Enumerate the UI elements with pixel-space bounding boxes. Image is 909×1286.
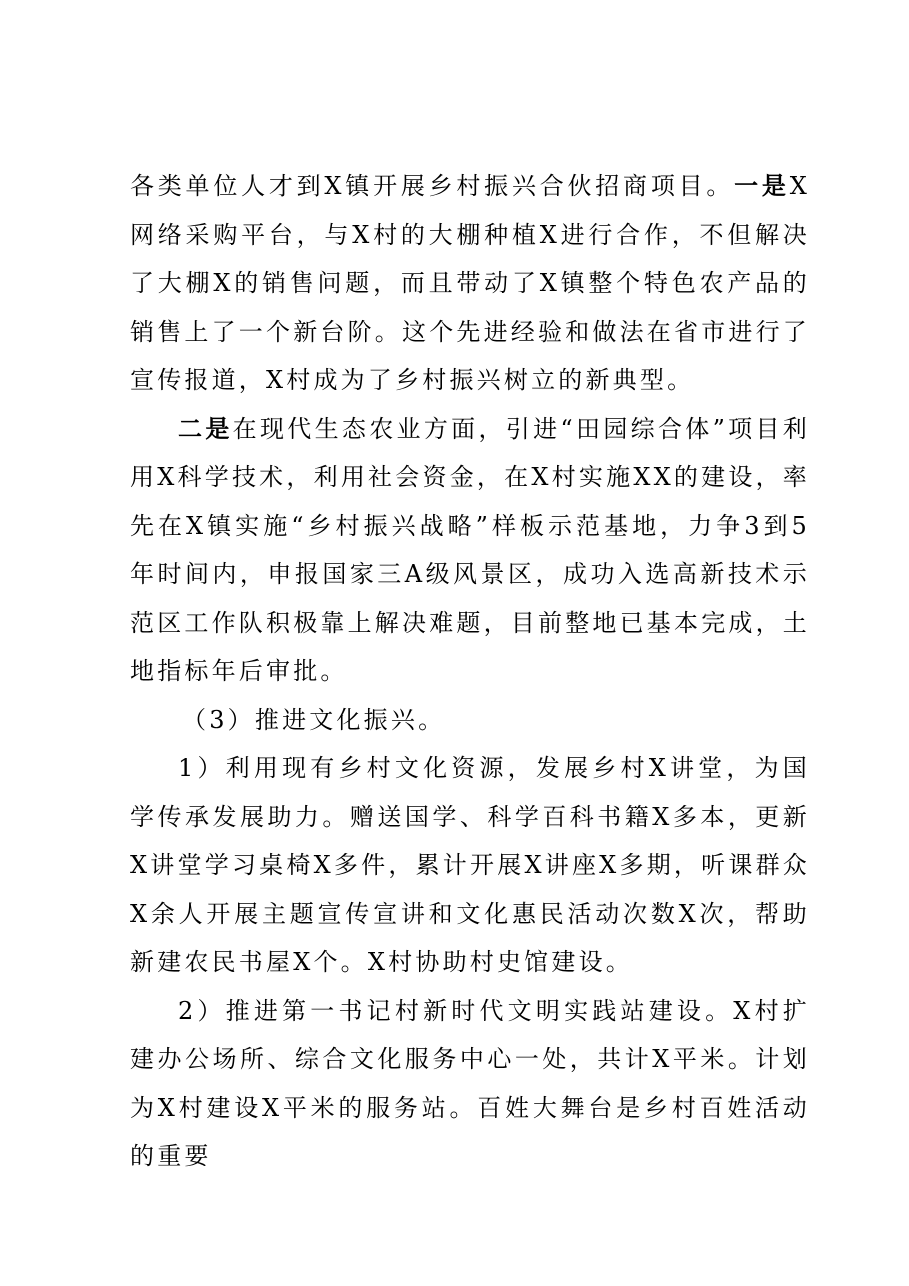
paragraph-item-2: 2）推进第一书记村新时代文明实践站建设。X村扩建办公场所、综合文化服务中心一处，共计X平米。计划为X村建设X平米的服务站。百姓大舞台是乡村百姓活动的重要 — [130, 996, 810, 1170]
paragraph-2-text: 在现代生态农业方面，引进“田园综合体”项目利用X科学技术，利用社会资金，在X村实施XX的建设，率先在X镇实施“乡村振兴战略”样板示范基地，力争3到5年时间内，申报国家三A级风景区，成功入选高新技术示范区工作队积极靠上解决难题，目前整地已基本完成，土地指标年后审批。 — [130, 414, 811, 685]
paragraph-2-bold-lead: 二是 — [178, 413, 233, 443]
paragraph-1-text-b: X网络采购平台，与X村的大棚种植X进行合作，不但解决了大棚X的销售问题，而且带动了X镇整个特色农产品的销售上了一个新台阶。这个先进经验和做法在省市进行了宣传报道，X村成为了乡村振兴树立的新典型。 — [130, 172, 811, 394]
document-body — [130, 162, 810, 1181]
paragraph-1-text-a: 各类单位人才到X镇开展乡村振兴合伙招商项目。 — [130, 172, 735, 200]
paragraph-item-1: 1）利用现有乡村文化资源，发展乡村X讲堂，为国学传承发展助力。赠送国学、科学百科书籍X多本，更新X讲堂学习桌椅X多件，累计开展X讲座X多期，听课群众X余人开展主题宣传宣讲和文化惠民活动次数X次，帮助新建农民书屋X个。X村协助村史馆建设。 — [130, 754, 810, 976]
section-heading-culture: （3）推进文化振兴。 — [182, 705, 446, 734]
paragraph-1 — [130, 162, 810, 405]
paragraph-2 — [130, 405, 810, 696]
paragraph-1-bold-lead: 一是 — [734, 171, 790, 200]
